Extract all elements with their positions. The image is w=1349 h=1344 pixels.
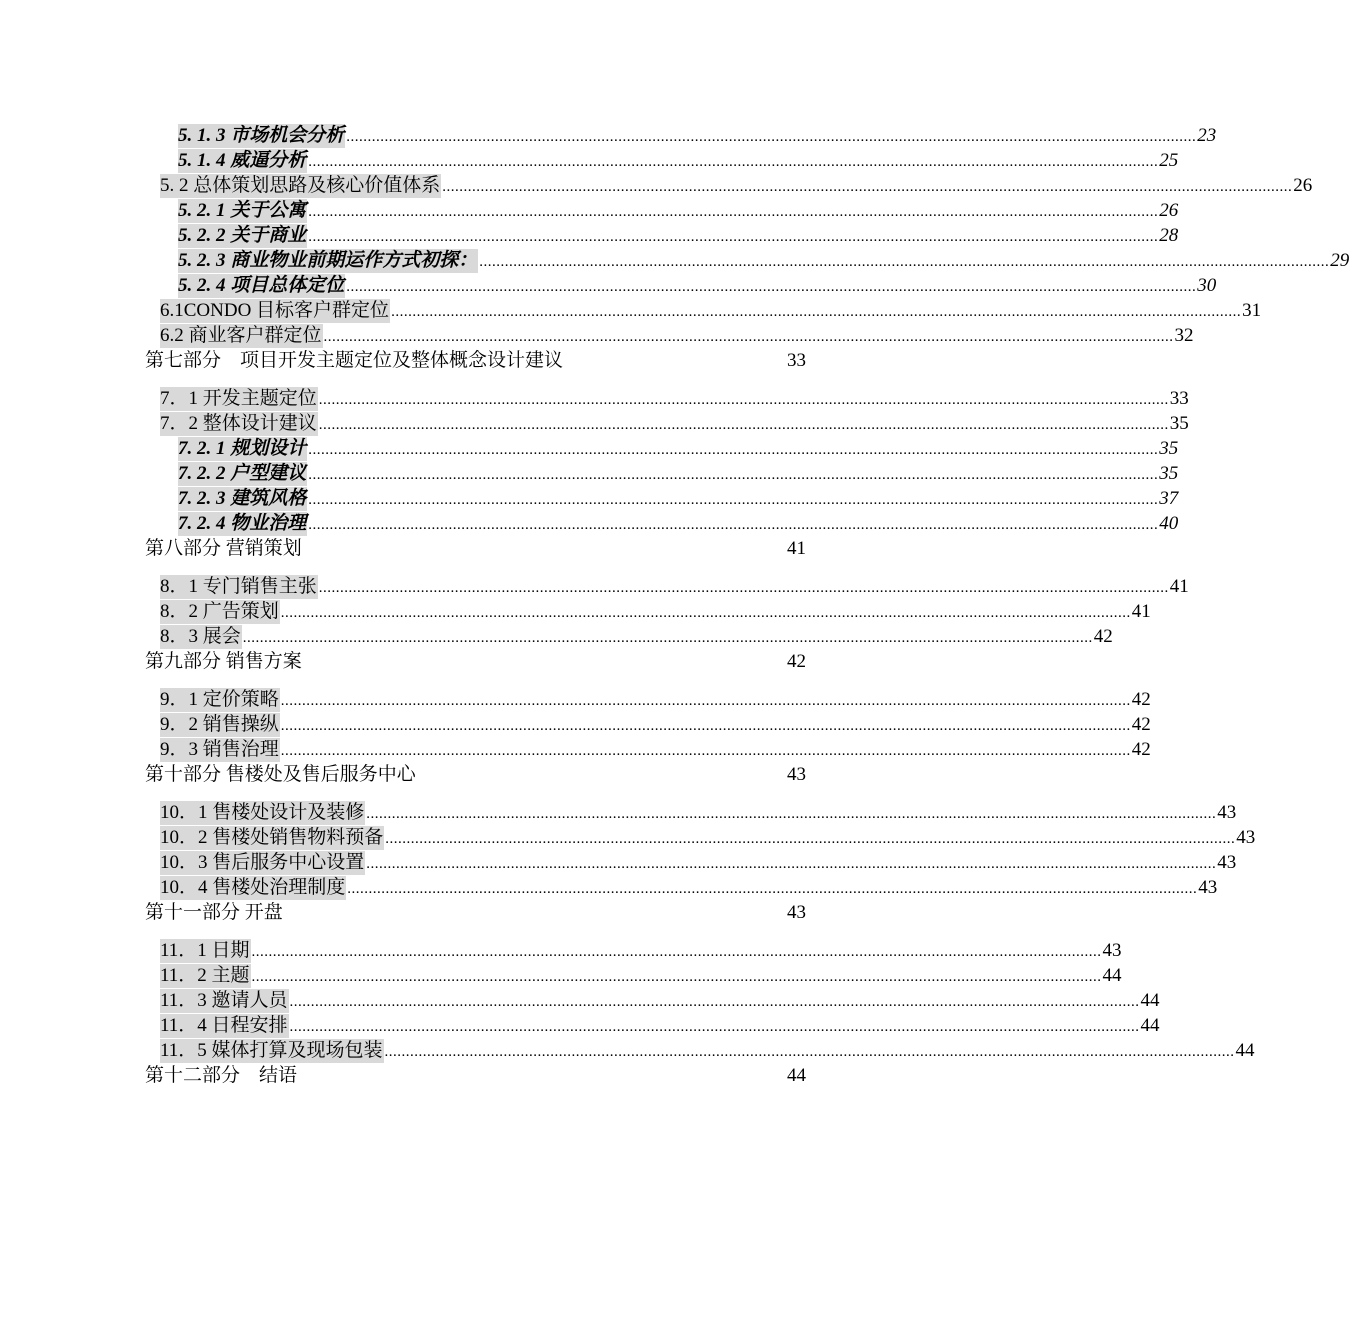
toc-entry-title: 5. 1. 4 威逼分析 bbox=[178, 150, 307, 171]
toc-entry-title: 9．2 销售操纵 bbox=[160, 714, 279, 735]
toc-page-number: 43 bbox=[1102, 940, 1122, 961]
toc-page-number: 42 bbox=[1131, 689, 1151, 710]
toc-page-number: 33 bbox=[1169, 388, 1189, 409]
toc-entry[interactable] bbox=[178, 462, 1179, 486]
toc-entry-title: 6.2 商业客户群定位 bbox=[160, 325, 322, 346]
toc-entry-title: 7. 2. 2 户型建议 bbox=[178, 463, 307, 484]
toc-section-heading[interactable] bbox=[145, 349, 806, 373]
toc-dot-leader: ........................................................................................................................................................................................................ bbox=[308, 204, 1159, 220]
toc-entry[interactable] bbox=[160, 801, 1237, 825]
toc-section-heading[interactable] bbox=[145, 650, 806, 674]
toc-dot-leader: ........................................................................................................................................................................................................ bbox=[384, 1044, 1235, 1060]
toc-entry[interactable] bbox=[160, 412, 1189, 436]
toc-dot-leader: ........................................................................................................................................................................................................ bbox=[318, 392, 1169, 408]
toc-page-number: 25 bbox=[1159, 150, 1179, 171]
toc-entry-title: 6.1CONDO 目标客户群定位 bbox=[160, 300, 390, 321]
toc-page-number: 26 bbox=[1159, 200, 1179, 221]
toc-entry[interactable] bbox=[160, 826, 1256, 850]
toc-entry-title: 8．1 专门销售主张 bbox=[160, 576, 317, 597]
toc-entry-title: 11．2 主题 bbox=[160, 965, 250, 986]
toc-page-number: 29 bbox=[1330, 250, 1349, 271]
toc-entry[interactable] bbox=[160, 1039, 1255, 1063]
toc-entry-title: 5. 2. 4 项目总体定位 bbox=[178, 275, 345, 296]
toc-entry-title: 第七部分 项目开发主题定位及整体概念设计建议 bbox=[145, 350, 564, 371]
toc-page-number: 35 bbox=[1159, 463, 1179, 484]
toc-page-number: 44 bbox=[1235, 1040, 1255, 1061]
toc-entry-title: 第九部分 销售方案 bbox=[145, 651, 302, 672]
toc-dot-leader: ........................................................................................................................................................................................................ bbox=[479, 254, 1330, 270]
toc-page-number: 33 bbox=[787, 350, 806, 371]
toc-entry-title: 7. 2. 1 规划设计 bbox=[178, 438, 307, 459]
toc-entry-title: 5. 2. 3 商业物业前期运作方式初探： bbox=[178, 250, 478, 271]
toc-dot-leader: ........................................................................................................................................................................................................ bbox=[308, 492, 1159, 508]
toc-page-number: 23 bbox=[1197, 125, 1217, 146]
toc-entry-title: 7. 2. 3 建筑风格 bbox=[178, 488, 307, 509]
toc-entry-title: 第十部分 售楼处及售后服务中心 bbox=[145, 764, 416, 785]
toc-entry[interactable] bbox=[178, 249, 1349, 273]
toc-page-number: 41 bbox=[1131, 601, 1151, 622]
toc-page-number: 28 bbox=[1159, 225, 1179, 246]
toc-dot-leader: ........................................................................................................................................................................................................ bbox=[280, 605, 1131, 621]
toc-entry-title: 7. 2. 4 物业治理 bbox=[178, 513, 307, 534]
toc-entry[interactable] bbox=[160, 738, 1151, 762]
toc-dot-leader: ........................................................................................................................................................................................................ bbox=[280, 743, 1131, 759]
toc-entry-title: 第十二部分 结语 bbox=[145, 1065, 298, 1086]
toc-dot-leader: ........................................................................................................................................................................................................ bbox=[318, 580, 1169, 596]
toc-dot-leader: ........................................................................................................................................................................................................ bbox=[280, 718, 1131, 734]
toc-entry-title: 5. 2. 1 关于公寓 bbox=[178, 200, 307, 221]
toc-entry[interactable] bbox=[160, 299, 1262, 323]
toc-dot-leader: ........................................................................................................................................................................................................ bbox=[385, 831, 1236, 847]
toc-dot-leader: ........................................................................................................................................................................................................ bbox=[366, 856, 1217, 872]
toc-page-number: 43 bbox=[1217, 802, 1237, 823]
toc-dot-leader: ........................................................................................................................................................................................................ bbox=[442, 179, 1293, 195]
toc-entry-title: 5. 2. 2 关于商业 bbox=[178, 225, 307, 246]
toc-dot-leader: ........................................................................................................................................................................................................ bbox=[308, 467, 1159, 483]
toc-page-number: 42 bbox=[1131, 714, 1151, 735]
toc-entry[interactable] bbox=[160, 713, 1151, 737]
toc-dot-leader: ........................................................................................................................................................................................................ bbox=[289, 994, 1140, 1010]
toc-page-number: 42 bbox=[1131, 739, 1151, 760]
toc-section-heading[interactable] bbox=[145, 901, 806, 925]
toc-page-number: 41 bbox=[787, 538, 806, 559]
toc-entry-title: 5. 1. 3 市场机会分析 bbox=[178, 125, 345, 146]
toc-entry[interactable] bbox=[178, 437, 1179, 461]
toc-page-number: 30 bbox=[1197, 275, 1217, 296]
toc-entry-title: 第八部分 营销策划 bbox=[145, 538, 302, 559]
toc-entry[interactable] bbox=[160, 989, 1160, 1013]
toc-page-number: 26 bbox=[1293, 175, 1313, 196]
toc-dot-leader: ........................................................................................................................................................................................................ bbox=[366, 806, 1217, 822]
toc-dot-leader: ........................................................................................................................................................................................................ bbox=[391, 304, 1242, 320]
toc-entry-title: 11．1 日期 bbox=[160, 940, 250, 961]
toc-dot-leader: ........................................................................................................................................................................................................ bbox=[347, 881, 1198, 897]
toc-page-number: 44 bbox=[1102, 965, 1122, 986]
toc-dot-leader: ........................................................................................................................................................................................................ bbox=[289, 1019, 1140, 1035]
toc-entry-title: 10．2 售楼处销售物料预备 bbox=[160, 827, 384, 848]
toc-page-number: 43 bbox=[787, 902, 806, 923]
toc-section-heading[interactable] bbox=[145, 537, 806, 561]
toc-page-number: 42 bbox=[1093, 626, 1113, 647]
toc-page-number: 44 bbox=[1140, 990, 1160, 1011]
toc-page-number: 44 bbox=[1140, 1015, 1160, 1036]
toc-entry[interactable] bbox=[178, 487, 1179, 511]
toc-dot-leader: ........................................................................................................................................................................................................ bbox=[346, 129, 1197, 145]
toc-entry-title: 11．3 邀请人员 bbox=[160, 990, 288, 1011]
toc-entry-title: 8．3 展会 bbox=[160, 626, 241, 647]
toc-entry-title: 5. 2 总体策划思路及核心价值体系 bbox=[160, 175, 441, 196]
toc-page-number: 32 bbox=[1174, 325, 1194, 346]
toc-section-heading[interactable] bbox=[145, 1064, 806, 1088]
toc-entry[interactable] bbox=[160, 876, 1218, 900]
toc-entry[interactable] bbox=[160, 1014, 1160, 1038]
toc-entry[interactable] bbox=[160, 964, 1122, 988]
toc-entry[interactable] bbox=[160, 688, 1151, 712]
toc-entry[interactable] bbox=[160, 324, 1194, 348]
toc-entry[interactable] bbox=[160, 600, 1151, 624]
toc-entry-title: 10．4 售楼处治理制度 bbox=[160, 877, 346, 898]
toc-page-number: 43 bbox=[1217, 852, 1237, 873]
toc-entry[interactable] bbox=[160, 387, 1189, 411]
toc-dot-leader: ........................................................................................................................................................................................................ bbox=[308, 442, 1159, 458]
toc-section-heading[interactable] bbox=[145, 763, 806, 787]
toc-entry-title: 10．1 售楼处设计及装修 bbox=[160, 802, 365, 823]
toc-dot-leader: ........................................................................................................................................................................................................ bbox=[280, 693, 1131, 709]
toc-page-number: 31 bbox=[1242, 300, 1262, 321]
toc-entry[interactable] bbox=[160, 625, 1113, 649]
toc-page-number: 35 bbox=[1169, 413, 1189, 434]
toc-entry[interactable] bbox=[160, 174, 1313, 198]
toc-entry[interactable] bbox=[160, 851, 1237, 875]
toc-dot-leader: ........................................................................................................................................................................................................ bbox=[323, 329, 1174, 345]
toc-dot-leader: ........................................................................................................................................................................................................ bbox=[346, 279, 1197, 295]
toc-page-number: 40 bbox=[1159, 513, 1179, 534]
toc-page-number: 42 bbox=[787, 651, 806, 672]
toc-page-number: 35 bbox=[1159, 438, 1179, 459]
toc-dot-leader: ........................................................................................................................................................................................................ bbox=[318, 417, 1169, 433]
toc-page-number: 43 bbox=[1236, 827, 1256, 848]
toc-entry-title: 9．1 定价策略 bbox=[160, 689, 279, 710]
toc-dot-leader: ........................................................................................................................................................................................................ bbox=[242, 630, 1093, 646]
toc-dot-leader: ........................................................................................................................................................................................................ bbox=[308, 229, 1159, 245]
toc-page-number: 43 bbox=[787, 764, 806, 785]
toc-entry-title: 7．2 整体设计建议 bbox=[160, 413, 317, 434]
toc-page-number: 44 bbox=[787, 1065, 806, 1086]
toc-entry[interactable] bbox=[178, 149, 1179, 173]
toc-entry[interactable] bbox=[178, 512, 1179, 536]
toc-entry-title: 第十一部分 开盘 bbox=[145, 902, 283, 923]
toc-dot-leader: ........................................................................................................................................................................................................ bbox=[251, 944, 1102, 960]
toc-entry-title: 8．2 广告策划 bbox=[160, 601, 279, 622]
toc-entry[interactable] bbox=[160, 575, 1189, 599]
toc-page-number: 43 bbox=[1198, 877, 1218, 898]
toc-page-number: 41 bbox=[1169, 576, 1189, 597]
toc-entry-title: 11．5 媒体打算及现场包装 bbox=[160, 1040, 383, 1061]
toc-entry[interactable] bbox=[178, 199, 1179, 223]
toc-page-number: 37 bbox=[1159, 488, 1179, 509]
toc-entry[interactable] bbox=[178, 124, 1217, 148]
toc-entry[interactable] bbox=[178, 224, 1179, 248]
toc-entry-title: 10．3 售后服务中心设置 bbox=[160, 852, 365, 873]
toc-entry[interactable] bbox=[160, 939, 1122, 963]
toc-dot-leader: ........................................................................................................................................................................................................ bbox=[251, 969, 1102, 985]
toc-entry[interactable] bbox=[178, 274, 1217, 298]
toc-entry-title: 7．1 开发主题定位 bbox=[160, 388, 317, 409]
toc-dot-leader: ........................................................................................................................................................................................................ bbox=[308, 154, 1159, 170]
toc-dot-leader: ........................................................................................................................................................................................................ bbox=[308, 517, 1159, 533]
toc-entry-title: 11．4 日程安排 bbox=[160, 1015, 288, 1036]
toc-entry-title: 9．3 销售治理 bbox=[160, 739, 279, 760]
